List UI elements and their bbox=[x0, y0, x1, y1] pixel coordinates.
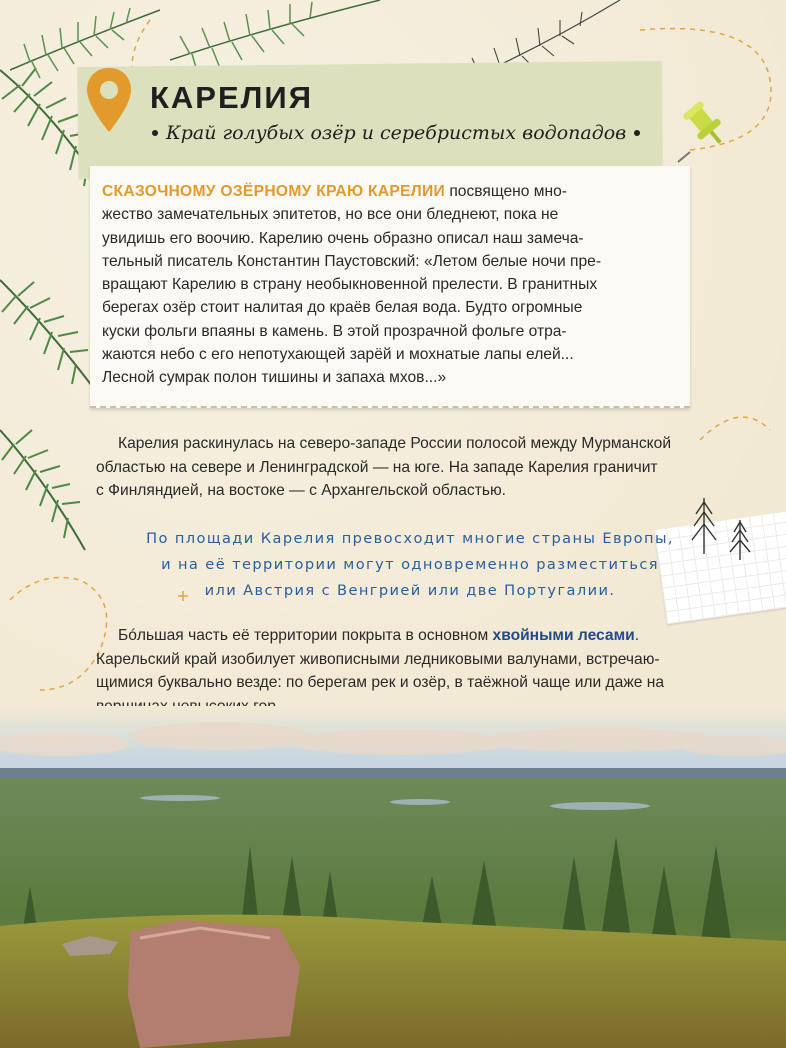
quote-lead: СКАЗОЧНОМУ ОЗЁРНОМУ КРАЮ КАРЕЛИИ bbox=[102, 183, 446, 200]
quote-line: увидишь его воочию. Карелию очень образно описал наш замеча- bbox=[102, 229, 584, 247]
para-line: областью на севере и Ленинградской — на юге. На западе Карелия граничит bbox=[96, 458, 658, 476]
fact-callout bbox=[140, 526, 680, 604]
fact-line: или Австрия с Венгрией или две Португалии. bbox=[204, 582, 616, 599]
highlight-term: хвойными лесами bbox=[492, 627, 635, 644]
pushpin-icon bbox=[676, 96, 740, 166]
quote-line: жество замечательных эпитетов, но все они бледнеют, пока не bbox=[102, 206, 559, 224]
quote-line: тельный писатель Константин Паустовский: «Летом белые ночи пре- bbox=[102, 252, 602, 270]
para-line: Карелия раскинулась на северо-западе России полосой между Мурманской bbox=[118, 435, 672, 452]
header-banner bbox=[77, 61, 662, 179]
fir-tree-icon bbox=[684, 494, 764, 564]
fact-line: и на её территории могут одновременно разместиться bbox=[161, 556, 659, 573]
paragraph-geography bbox=[96, 432, 726, 503]
quote-text bbox=[102, 180, 682, 390]
quote-line: куски фольги впаяны в камень. В этой прозрачной фольге отра- bbox=[102, 322, 567, 340]
page-title: КАРЕЛИЯ bbox=[150, 80, 313, 115]
quote-line: вращают Карелию в страну необыкновенной прелести. В гранитных bbox=[102, 276, 598, 294]
quote-line: берегах озёр стоит налитая до краёв белая вода. Будто огромные bbox=[102, 299, 583, 317]
quote-card bbox=[90, 166, 690, 408]
fact-line: По площади Карелия превосходит многие страны Европы, bbox=[146, 530, 674, 547]
location-pin-icon bbox=[84, 66, 134, 136]
page-subtitle: Край голубых озёр и серебристых водопадов bbox=[166, 122, 627, 144]
para-line: Карельский край изобилует живописными ледниковыми валунами, встречаю- bbox=[96, 650, 660, 668]
para-line: с Финляндией, на востоке — с Архангельской областью. bbox=[96, 482, 507, 499]
quote-line: посвящено мно- bbox=[445, 183, 567, 200]
quote-line: Лесной сумрак полон тишины и запаха мхов...» bbox=[102, 369, 447, 387]
paragraph-forests bbox=[96, 624, 726, 718]
bullet-dot bbox=[634, 130, 640, 136]
quote-line: жаются небо с его непотухающей зарёй и мохнатые лапы елей... bbox=[102, 346, 574, 364]
para-line: . bbox=[634, 627, 640, 644]
subtitle-row bbox=[152, 122, 640, 144]
bullet-dot bbox=[152, 130, 158, 136]
para-line: Бóльшая часть её территории покрыта в основном bbox=[118, 627, 493, 644]
karelia-landscape-photo bbox=[0, 706, 786, 1048]
para-line: щимися буквально везде: по берегам рек и озёр, в таёжной чаще или даже на bbox=[96, 674, 665, 691]
